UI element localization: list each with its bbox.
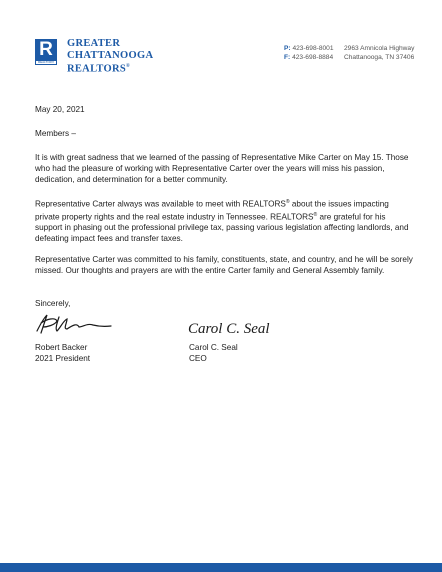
phone-number: 423-698-8001 [292, 45, 334, 52]
signer-title: CEO [189, 354, 207, 363]
letter-date: May 20, 2021 [35, 105, 85, 114]
paragraph-2: Representative Carter always was available to meet with REALTORS® about the issues impacting private property rights and the real estate industry in Tennessee. REALTORS® are grateful for his support in phasing out the professional privilege tax, passing various legislation affecting landlords, and defeating impact fees and transfer taxes. [35, 199, 409, 244]
contact-numbers: P: 423-698-8001 F: 423-698-8884 [284, 45, 334, 61]
signer-title: 2021 President [35, 354, 91, 363]
signer-2 [189, 342, 339, 364]
signer-name: Carol C. Seal [189, 343, 238, 352]
paragraph-3: Representative Carter was committed to his family, constituents, state, and country, and he will be sorely missed. Our thoughts and prayers are with the entire Carter family and General Assembly family. [35, 255, 413, 275]
closing: Sincerely, [35, 299, 71, 308]
paragraph-1: It is with great sadness that we learned of the passing of Representative Mike Carter on May 15. Those who had the pleasure of working with Representative Carter over the years will miss his passion, dedication, and determination for a better community. [35, 153, 409, 184]
carol-seal-signature-icon [186, 314, 286, 340]
footer-bar [0, 563, 442, 572]
letterhead [35, 36, 415, 76]
signer-name: Robert Backer [35, 343, 88, 352]
mailing-address: 2963 Amnicola Highway Chattanooga, TN 37406 [344, 45, 415, 61]
svg-text:Carol C. Seal: Carol C. Seal [188, 321, 270, 337]
fax-number: 423-698-8884 [292, 54, 334, 61]
salutation: Members – [35, 129, 76, 138]
organization-name: GREATER CHATTANOOGA REALTORS® [67, 38, 154, 75]
signer-1 [35, 342, 185, 364]
robert-backer-signature-icon [33, 309, 113, 337]
realtor-logo-icon: R REALTOR® [35, 39, 57, 65]
